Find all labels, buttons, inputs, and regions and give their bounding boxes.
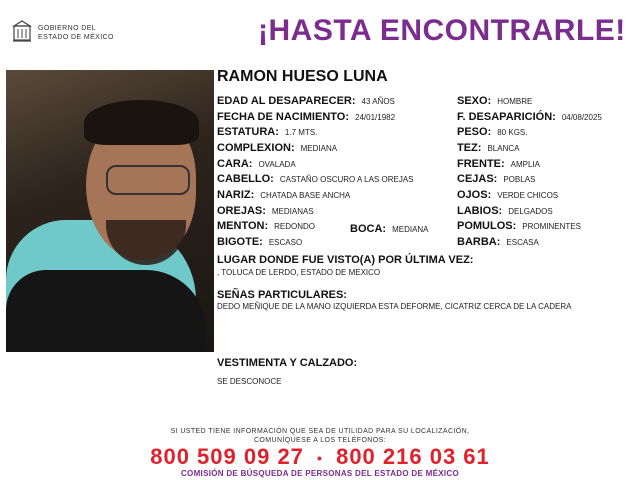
field-desaparicion: F. DESAPARICIÓN: 04/08/2025 bbox=[457, 111, 602, 123]
field-tez: TEZ: BLANCA bbox=[457, 142, 520, 154]
phone-number-1[interactable]: 800 509 09 27 bbox=[150, 444, 304, 469]
coat-of-arms-icon bbox=[12, 20, 32, 44]
logo-text-line2: ESTADO DE MÉXICO bbox=[38, 34, 114, 41]
phone-separator: • bbox=[317, 450, 323, 467]
government-logo bbox=[12, 20, 142, 48]
field-cara: CARA: OVALADA bbox=[217, 158, 296, 170]
field-boca: BOCA: MEDIANA bbox=[350, 223, 429, 235]
phone-numbers bbox=[0, 444, 640, 470]
headline: ¡HASTA ENCONTRARLE! bbox=[258, 14, 626, 47]
senas-text: DEDO MEÑIQUE DE LA MANO IZQUIERDA ESTA DEFORME, CICATRIZ CERCA DE LA CADERA bbox=[217, 302, 572, 311]
field-estatura: ESTATURA: 1.7 MTS. bbox=[217, 126, 318, 138]
field-sexo: SEXO: HOMBRE bbox=[457, 95, 533, 107]
lugar-text: , TOLUCA DE LERDO, ESTADO DE MEXICO bbox=[217, 268, 381, 277]
field-barba: BARBA: ESCASA bbox=[457, 236, 539, 248]
phone-number-2[interactable]: 800 216 03 61 bbox=[336, 444, 490, 469]
field-complexion: COMPLEXION: MEDIANA bbox=[217, 142, 338, 154]
contact-info-line2: COMUNÍQUESE A LOS TELÉFONOS: bbox=[253, 437, 387, 444]
field-nariz: NARIZ: CHATADA BASE ANCHA bbox=[217, 189, 351, 201]
field-ojos: OJOS: VERDE CHICOS bbox=[457, 189, 559, 201]
field-edad: EDAD AL DESAPARECER: 43 AÑOS bbox=[217, 95, 395, 107]
field-pomulos: POMULOS: PROMINENTES bbox=[457, 220, 581, 232]
field-peso: PESO: 80 KGS. bbox=[457, 126, 528, 138]
person-photo bbox=[6, 70, 214, 352]
footer-commission: COMISIÓN DE BÚSQUEDA DE PERSONAS DEL ESTADO DE MÉXICO bbox=[180, 469, 459, 478]
vestimenta-text: SE DESCONOCE bbox=[217, 377, 282, 386]
senas-title: SEÑAS PARTICULARES: bbox=[217, 289, 347, 301]
field-menton: MENTON: REDONDO bbox=[217, 220, 316, 232]
field-cejas: CEJAS: POBLAS bbox=[457, 173, 536, 185]
logo-text-line1: GOBIERNO DEL bbox=[38, 25, 97, 32]
lugar-title: LUGAR DONDE FUE VISTO(A) POR ÚLTIMA VEZ: bbox=[217, 254, 474, 266]
field-orejas: OREJAS: MEDIANAS bbox=[217, 205, 314, 217]
field-bigote: BIGOTE: ESCASO bbox=[217, 236, 303, 248]
photo-jacket bbox=[6, 270, 206, 352]
field-cabello: CABELLO: CASTAÑO OSCURO A LAS OREJAS bbox=[217, 173, 414, 185]
field-frente: FRENTE: AMPLIA bbox=[457, 158, 541, 170]
person-name: RAMON HUESO LUNA bbox=[217, 68, 388, 85]
vestimenta-title: VESTIMENTA Y CALZADO: bbox=[217, 357, 358, 369]
field-nacimiento: FECHA DE NACIMIENTO: 24/01/1982 bbox=[217, 111, 396, 123]
photo-glasses bbox=[106, 165, 190, 195]
contact-info-line1: SI USTED TIENE INFORMACIÓN QUE SEA DE UTILIDAD PARA SU LOCALIZACIÓN, bbox=[170, 428, 470, 435]
field-labios: LABIOS: DELGADOS bbox=[457, 205, 553, 217]
photo-hair bbox=[84, 100, 199, 145]
